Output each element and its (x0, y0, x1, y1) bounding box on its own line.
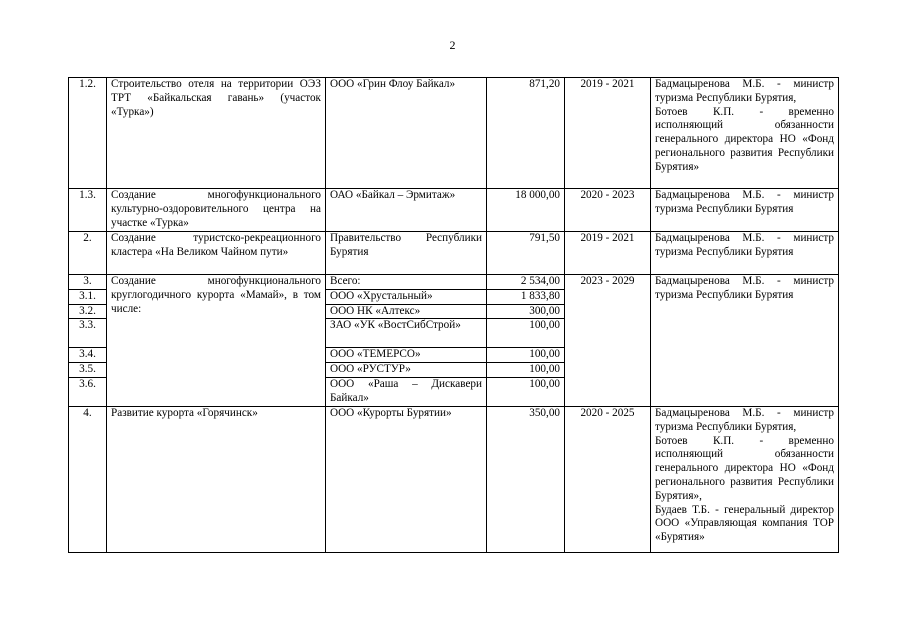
period: 2020 - 2025 (565, 406, 651, 552)
row-number: 3.5. (69, 363, 107, 378)
row-number: 3. (69, 275, 107, 290)
row-number: 3.3. (69, 319, 107, 348)
project-name: Создание многофункционального культурно-оздоровительного центра на участке «Турка» (107, 189, 326, 232)
company-name: ООО «Раша – Дискавери Байкал» (326, 377, 487, 406)
table-row (69, 275, 839, 290)
amount: 100,00 (487, 348, 565, 363)
amount: 100,00 (487, 377, 565, 406)
table-row (69, 232, 839, 275)
period: 2019 - 2021 (565, 78, 651, 189)
amount: 350,00 (487, 406, 565, 552)
row-number: 3.2. (69, 304, 107, 319)
amount: 100,00 (487, 319, 565, 348)
responsible-line: Бадмацыренова М.Б. - министр туризма Республики Бурятия (655, 189, 834, 215)
project-name: Строительство отеля на территории ОЭЗ ТРТ «Байкальская гавань» (участок «Турка») (107, 78, 326, 189)
investment-projects-table (68, 77, 839, 553)
company-name: Правительство Республики Бурятия (326, 232, 487, 275)
period: 2020 - 2023 (565, 189, 651, 232)
responsible: Бадмацыренова М.Б. - министр туризма Республики Бурятия (651, 275, 839, 407)
amount: 871,20 (487, 78, 565, 189)
row-number: 1.3. (69, 189, 107, 232)
row-number: 3.6. (69, 377, 107, 406)
project-name: Создание многофункционального круглогодичного курорта «Мамай», в том числе: (107, 275, 326, 407)
project-name: Развитие курорта «Горячинск» (107, 406, 326, 552)
table-row (69, 189, 839, 232)
company-name: ООО «Курорты Бурятии» (326, 406, 487, 552)
amount: 300,00 (487, 304, 565, 319)
responsible-line: Будаев Т.Б. - генеральный директор ООО «Управляющая компания ТОР «Бурятия» (655, 503, 834, 544)
responsible-line: Бадмацыренова М.Б. - министр туризма Республики Бурятия, (655, 406, 834, 433)
amount: 2 534,00 (487, 275, 565, 290)
row-number: 1.2. (69, 78, 107, 189)
page-number: 2 (449, 38, 456, 52)
period: 2023 - 2029 (565, 275, 651, 407)
row-number: 3.1. (69, 289, 107, 304)
responsible-line: Ботоев К.П. - временно исполняющий обязанности генерального директора НО «Фонд регионального развития Республики Бурятия», (655, 434, 834, 502)
responsible-line: Бадмацыренова М.Б. - министр туризма Республики Бурятия (655, 232, 834, 258)
company-name: ЗАО «УК «ВостСибСтрой» (326, 319, 487, 348)
amount: 18 000,00 (487, 189, 565, 232)
row-number: 3.4. (69, 348, 107, 363)
table-row (69, 78, 839, 189)
amount: 1 833,80 (487, 289, 565, 304)
responsible (651, 189, 839, 232)
amount: 791,50 (487, 232, 565, 275)
project-name: Создание туристско-рекреационного кластера «На Великом Чайном пути» (107, 232, 326, 275)
responsible-line: Бадмацыренова М.Б. - министр туризма Республики Бурятия, (655, 78, 834, 104)
company-name: ОАО «Байкал – Эрмитаж» (326, 189, 487, 232)
company-name: ООО «ТЕМЕРСО» (326, 348, 487, 363)
table-row (69, 406, 839, 552)
responsible (651, 232, 839, 275)
responsible (651, 406, 839, 552)
company-name: ООО НК «Алтекс» (326, 304, 487, 319)
responsible (651, 78, 839, 189)
company-name: ООО «РУСТУР» (326, 363, 487, 378)
row-number: 2. (69, 232, 107, 275)
amount: 100,00 (487, 363, 565, 378)
period: 2019 - 2021 (565, 232, 651, 275)
responsible-line: Ботоев К.П. - временно исполняющий обязанности генерального директора НО «Фонд регионального развития Республики Бурятия» (655, 105, 834, 173)
company-name: ООО «Хрустальный» (326, 289, 487, 304)
row-number: 4. (69, 406, 107, 552)
company-name: ООО «Грин Флоу Байкал» (326, 78, 487, 189)
company-name: Всего: (326, 275, 487, 290)
